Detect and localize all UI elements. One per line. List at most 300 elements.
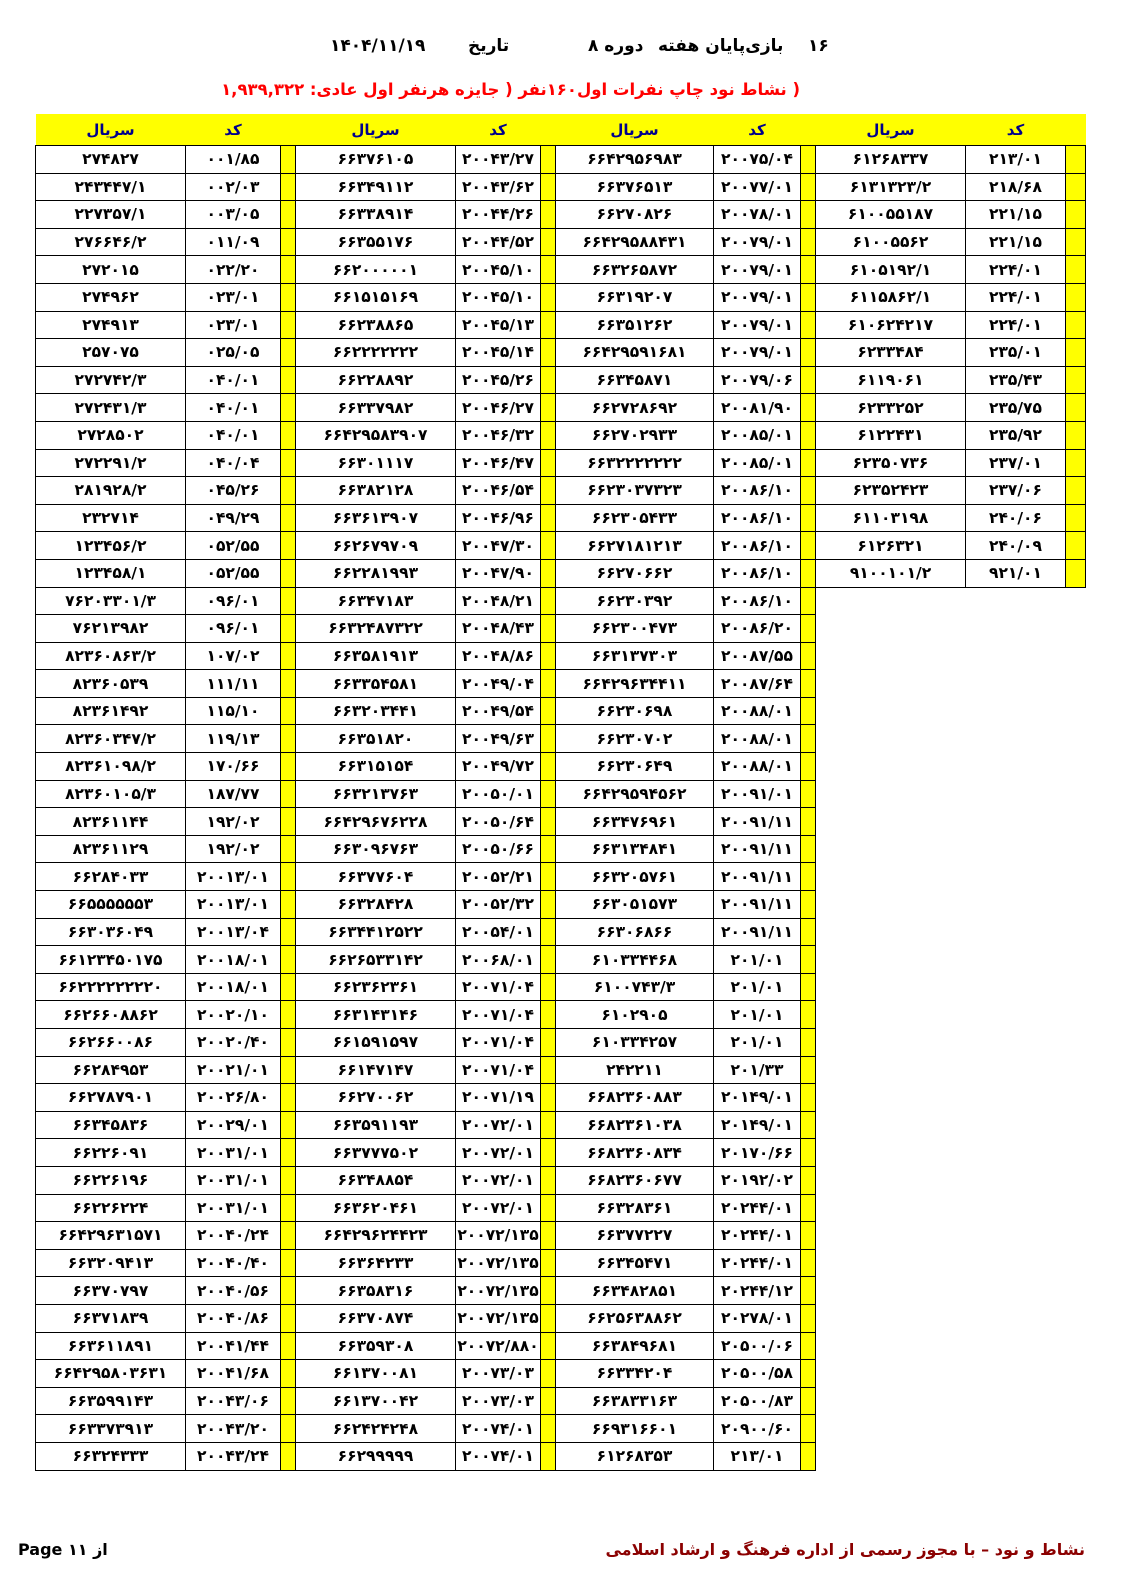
code-cell <box>966 1442 1066 1470</box>
separator-cell <box>1066 1001 1086 1029</box>
code-cell: ۲۰۰۷۲/۰۱ <box>456 1194 541 1222</box>
separator-cell <box>281 559 296 587</box>
serial-cell: ۶۲۳۳۲۵۲ <box>816 394 966 422</box>
table-row <box>36 1360 1086 1388</box>
table-row <box>36 1194 1086 1222</box>
serial-cell: ۶۶۳۷۱۸۳۹ <box>36 1304 186 1332</box>
code-cell: ۲۰۰۷۲/۱۳۵ <box>456 1277 541 1305</box>
serial-cell: ۸۲۳۶۰۱۰۵/۳ <box>36 780 186 808</box>
serial-cell: ۶۶۳۴۹۱۱۲ <box>296 173 456 201</box>
separator-cell <box>801 973 816 1001</box>
serial-cell: ۶۶۳۸۲۱۲۸ <box>296 477 456 505</box>
separator-cell <box>801 366 816 394</box>
separator-cell <box>801 1084 816 1112</box>
code-cell: ۱۹۲/۰۲ <box>186 808 281 836</box>
serial-cell: ۶۶۳۴۵۸۳۶ <box>36 1111 186 1139</box>
date-value: ۱۴۰۴/۱۱/۱۹ <box>330 36 426 56</box>
table-row <box>36 725 1086 753</box>
separator-cell <box>801 559 816 587</box>
serial-cell: ۶۶۲۵۶۳۸۸۶۲ <box>556 1304 714 1332</box>
serial-cell: ۶۶۲۳۰۶۹۸ <box>556 697 714 725</box>
separator-cell <box>1066 283 1086 311</box>
serial-cell: ۲۷۴۸۲۷ <box>36 146 186 174</box>
serial-cell: ۶۶۳۱۵۱۵۴ <box>296 753 456 781</box>
separator-header-cell <box>541 114 556 146</box>
serial-cell <box>816 1442 966 1470</box>
separator-header-cell <box>801 114 816 146</box>
code-cell: ۲۳۵/۷۵ <box>966 394 1066 422</box>
separator-cell <box>1066 449 1086 477</box>
code-cell <box>966 1084 1066 1112</box>
serial-cell: ۶۶۲۷۰۶۶۲ <box>556 559 714 587</box>
separator-cell <box>281 615 296 643</box>
code-cell: ۲۱۳/۰۱ <box>966 146 1066 174</box>
separator-cell <box>541 1222 556 1250</box>
code-cell: ۲۰۰۴۱/۶۸ <box>186 1360 281 1388</box>
serial-cell: ۶۶۳۷۷۷۵۰۲ <box>296 1139 456 1167</box>
serial-cell: ۶۶۲۶۷۹۷۰۹ <box>296 532 456 560</box>
code-cell: ۲۰۲۴۴/۰۱ <box>714 1194 801 1222</box>
table-row <box>36 311 1086 339</box>
serial-cell <box>816 1222 966 1250</box>
code-cell: ۲۰۲۷۸/۰۱ <box>714 1304 801 1332</box>
serial-cell: ۶۶۳۳۷۳۹۱۳ <box>36 1415 186 1443</box>
serial-cell <box>816 1111 966 1139</box>
code-cell: ۲۰۵۰۰/۵۸ <box>714 1360 801 1388</box>
code-cell: ۲۰۰۵۴/۰۱ <box>456 918 541 946</box>
separator-cell <box>541 946 556 974</box>
serial-cell: ۹۱۰۰۱۰۱/۲ <box>816 559 966 587</box>
code-cell: ۲۰۰۲۹/۰۱ <box>186 1111 281 1139</box>
table-row <box>36 918 1086 946</box>
separator-cell <box>1066 835 1086 863</box>
table-row <box>36 1111 1086 1139</box>
code-cell <box>966 753 1066 781</box>
serial-cell: ۶۶۳۷۰۸۷۴ <box>296 1304 456 1332</box>
separator-cell <box>801 587 816 615</box>
code-cell: ۲۰۰۷۹/۰۱ <box>714 311 801 339</box>
code-cell <box>966 697 1066 725</box>
serial-cell: ۲۷۲۷۴۲/۳ <box>36 366 186 394</box>
table-row <box>36 228 1086 256</box>
separator-cell <box>801 780 816 808</box>
code-cell: ۲۰۰۴۹/۵۴ <box>456 697 541 725</box>
code-cell: ۹۲۱/۰۱ <box>966 559 1066 587</box>
serial-cell: ۶۱۲۶۸۳۳۷ <box>816 146 966 174</box>
serial-cell: ۶۶۴۲۹۵۹۴۵۶۲ <box>556 780 714 808</box>
code-cell: ۲۰۰۲۰/۴۰ <box>186 1029 281 1057</box>
separator-cell <box>541 532 556 560</box>
code-cell <box>966 808 1066 836</box>
serial-cell: ۶۶۸۲۳۶۰۸۸۳ <box>556 1084 714 1112</box>
code-cell: ۲۰۰۸۶/۱۰ <box>714 504 801 532</box>
separator-cell <box>801 753 816 781</box>
code-cell: ۰۴۰/۰۱ <box>186 421 281 449</box>
code-cell: ۰۴۹/۲۹ <box>186 504 281 532</box>
serial-cell: ۶۶۱۲۳۴۵۰۱۷۵ <box>36 946 186 974</box>
separator-cell <box>801 283 816 311</box>
code-cell: ۲۰۰۷۹/۰۱ <box>714 339 801 367</box>
table-row <box>36 946 1086 974</box>
table-row <box>36 532 1086 560</box>
code-cell: ۲۳۵/۹۲ <box>966 421 1066 449</box>
serial-cell: ۶۶۲۷۱۸۱۲۱۳ <box>556 532 714 560</box>
results-table <box>35 114 1086 1471</box>
separator-cell <box>541 1111 556 1139</box>
code-cell: ۲۰۰۴۳/۲۴ <box>186 1442 281 1470</box>
table-row <box>36 1056 1086 1084</box>
serial-cell <box>816 1415 966 1443</box>
code-cell: ۲۰۰۵۲/۳۲ <box>456 891 541 919</box>
separator-cell <box>1066 780 1086 808</box>
code-cell: ۲۰۰۵۰/۶۴ <box>456 808 541 836</box>
separator-cell <box>1066 477 1086 505</box>
code-cell <box>966 918 1066 946</box>
serial-cell: ۶۱۰۵۱۹۲/۱ <box>816 256 966 284</box>
serial-cell: ۶۶۳۱۴۳۱۴۶ <box>296 1001 456 1029</box>
serial-cell: ۶۶۳۰۶۸۶۶ <box>556 918 714 946</box>
serial-cell: ۶۱۱۵۸۶۲/۱ <box>816 283 966 311</box>
separator-cell <box>281 725 296 753</box>
code-cell: ۲۰۱/۰۱ <box>714 946 801 974</box>
separator-cell <box>541 366 556 394</box>
code-cell: ۲۰۰۸۶/۱۰ <box>714 532 801 560</box>
table-row <box>36 339 1086 367</box>
serial-cell: ۶۶۳۴۷۶۹۶۱ <box>556 808 714 836</box>
separator-cell <box>801 1222 816 1250</box>
serial-cell: ۶۶۳۸۴۹۶۸۱ <box>556 1332 714 1360</box>
code-cell: ۲۰۰۱۸/۰۱ <box>186 973 281 1001</box>
serial-cell: ۶۶۴۲۹۵۶۹۸۳ <box>556 146 714 174</box>
separator-cell <box>281 973 296 1001</box>
serial-cell: ۶۶۱۴۷۱۴۷ <box>296 1056 456 1084</box>
serial-cell: ۶۶۳۶۱۳۹۰۷ <box>296 504 456 532</box>
separator-cell <box>1066 697 1086 725</box>
serial-cell: ۶۶۲۲۸۸۹۲ <box>296 366 456 394</box>
separator-cell <box>541 339 556 367</box>
serial-cell: ۶۶۳۶۴۲۳۳ <box>296 1249 456 1277</box>
code-cell: ۲۰۰۹۱/۱۱ <box>714 891 801 919</box>
serial-cell: ۶۶۳۵۱۲۶۲ <box>556 311 714 339</box>
code-cell: ۲۳۷/۰۶ <box>966 477 1066 505</box>
footer-license-text: نشاط و نود – با مجوز رسمی از اداره فرهنگ و ارشاد اسلامی <box>605 1540 1085 1559</box>
separator-cell <box>281 1222 296 1250</box>
serial-cell: ۶۶۱۳۷۰۰۴۲ <box>296 1387 456 1415</box>
separator-cell <box>801 228 816 256</box>
code-cell: ۲۲۴/۰۱ <box>966 256 1066 284</box>
code-cell: ۲۰۰۹۱/۰۱ <box>714 780 801 808</box>
separator-cell <box>541 228 556 256</box>
date-label: تاریخ <box>468 36 510 56</box>
code-cell: ۲۰۰۷۲/۰۱ <box>456 1111 541 1139</box>
table-row <box>36 1029 1086 1057</box>
serial-cell <box>816 780 966 808</box>
separator-cell <box>1066 946 1086 974</box>
code-cell <box>966 1166 1066 1194</box>
code-cell <box>966 973 1066 1001</box>
separator-cell <box>281 283 296 311</box>
serial-cell: ۶۱۰۳۳۴۴۶۸ <box>556 946 714 974</box>
page-title: بازی‌پایان هفته <box>658 36 784 56</box>
code-cell: ۲۰۰۴۹/۷۲ <box>456 753 541 781</box>
serial-cell: ۶۶۹۳۱۶۶۰۱ <box>556 1415 714 1443</box>
code-cell: ۲۰۰۴۴/۲۶ <box>456 201 541 229</box>
serial-cell <box>816 587 966 615</box>
code-cell: ۲۰۹۰۰/۶۰ <box>714 1415 801 1443</box>
code-cell <box>966 1111 1066 1139</box>
serial-cell: ۶۶۲۴۲۴۲۴۸ <box>296 1415 456 1443</box>
code-cell: ۲۰۰۲۱/۰۱ <box>186 1056 281 1084</box>
code-cell: ۲۰۰۷۲/۰۱ <box>456 1166 541 1194</box>
separator-cell <box>1066 1249 1086 1277</box>
separator-cell <box>1066 1084 1086 1112</box>
code-cell <box>966 642 1066 670</box>
serial-cell: ۶۱۱۹۰۶۱ <box>816 366 966 394</box>
serial-cell <box>816 1277 966 1305</box>
serial-cell <box>816 1139 966 1167</box>
serial-cell: ۶۶۲۳۰۷۰۲ <box>556 725 714 753</box>
serial-cell <box>816 725 966 753</box>
code-cell <box>966 587 1066 615</box>
code-cell <box>966 1415 1066 1443</box>
code-cell: ۲۰۰۴۳/۰۶ <box>186 1387 281 1415</box>
code-cell: ۲۰۰۴۶/۵۴ <box>456 477 541 505</box>
code-cell: ۰۰۳/۰۵ <box>186 201 281 229</box>
serial-cell <box>816 1360 966 1388</box>
code-cell: ۲۰۰۷۱/۰۴ <box>456 973 541 1001</box>
table-row <box>36 615 1086 643</box>
separator-cell <box>1066 1360 1086 1388</box>
code-cell: ۲۰۰۶۸/۰۱ <box>456 946 541 974</box>
code-cell: ۲۰۰۴۷/۳۰ <box>456 532 541 560</box>
separator-cell <box>1066 228 1086 256</box>
separator-cell <box>541 973 556 1001</box>
separator-cell <box>541 780 556 808</box>
serial-cell <box>816 753 966 781</box>
separator-cell <box>1066 339 1086 367</box>
separator-cell <box>1066 1442 1086 1470</box>
separator-cell <box>281 1415 296 1443</box>
separator-cell <box>281 173 296 201</box>
serial-cell: ۸۲۳۶۱۱۲۹ <box>36 835 186 863</box>
serial-cell <box>816 1332 966 1360</box>
code-cell: ۲۰۰۷۹/۰۶ <box>714 366 801 394</box>
separator-cell <box>1066 256 1086 284</box>
separator-cell <box>281 449 296 477</box>
code-cell: ۲۰۰۵۰/۰۱ <box>456 780 541 808</box>
code-cell <box>966 1029 1066 1057</box>
results-table-body <box>36 146 1086 1471</box>
code-cell: ۰۴۵/۲۶ <box>186 477 281 505</box>
code-cell: ۲۰۰۴۶/۲۷ <box>456 394 541 422</box>
serial-cell: ۶۶۳۴۵۸۷۱ <box>556 366 714 394</box>
serial-cell <box>816 808 966 836</box>
separator-cell <box>801 477 816 505</box>
code-cell: ۰۲۵/۰۵ <box>186 339 281 367</box>
serial-cell: ۶۱۲۶۸۳۵۳ <box>556 1442 714 1470</box>
separator-cell <box>1066 1277 1086 1305</box>
code-cell: ۲۰۱۹۲/۰۲ <box>714 1166 801 1194</box>
serial-cell: ۶۶۳۷۶۱۰۵ <box>296 146 456 174</box>
table-row <box>36 753 1086 781</box>
code-cell: ۰۲۲/۲۰ <box>186 256 281 284</box>
code-cell: ۲۰۰۹۱/۱۱ <box>714 918 801 946</box>
separator-cell <box>1066 559 1086 587</box>
serial-cell: ۶۶۸۲۳۶۰۶۷۷ <box>556 1166 714 1194</box>
separator-cell <box>801 1304 816 1332</box>
code-cell: ۲۲۱/۱۵ <box>966 201 1066 229</box>
code-cell: ۲۰۰۴۰/۴۰ <box>186 1249 281 1277</box>
table-row <box>36 670 1086 698</box>
separator-cell <box>801 1029 816 1057</box>
code-cell: ۲۰۰۴۳/۲۰ <box>186 1415 281 1443</box>
code-cell: ۲۰۲۴۴/۰۱ <box>714 1249 801 1277</box>
code-cell: ۲۰۰۷۱/۱۹ <box>456 1084 541 1112</box>
serial-cell: ۶۶۲۳۶۲۳۶۱ <box>296 973 456 1001</box>
separator-cell <box>541 891 556 919</box>
serial-cell: ۲۷۴۹۶۲ <box>36 283 186 311</box>
separator-cell <box>541 1360 556 1388</box>
table-row <box>36 1139 1086 1167</box>
serial-cell: ۲۸۱۹۲۸/۲ <box>36 477 186 505</box>
serial-cell: ۶۶۳۲۸۴۲۸ <box>296 891 456 919</box>
separator-cell <box>281 532 296 560</box>
serial-cell: ۸۲۳۶۰۵۳۹ <box>36 670 186 698</box>
separator-cell <box>281 228 296 256</box>
serial-cell <box>816 1166 966 1194</box>
separator-cell <box>801 946 816 974</box>
code-cell: ۲۰۰۳۱/۰۱ <box>186 1194 281 1222</box>
separator-cell <box>801 532 816 560</box>
code-cell: ۲۱۸/۶۸ <box>966 173 1066 201</box>
separator-cell <box>801 1277 816 1305</box>
separator-cell <box>541 1442 556 1470</box>
serial-cell: ۲۴۳۴۴۷/۱ <box>36 173 186 201</box>
separator-cell <box>801 1001 816 1029</box>
code-cell: ۲۰۰۴۶/۹۶ <box>456 504 541 532</box>
code-cell: ۲۰۰۴۳/۲۷ <box>456 146 541 174</box>
separator-cell <box>801 1166 816 1194</box>
table-row <box>36 642 1086 670</box>
separator-cell <box>541 1249 556 1277</box>
code-cell: ۲۰۰۸۶/۱۰ <box>714 587 801 615</box>
serial-cell <box>816 1084 966 1112</box>
separator-cell <box>541 201 556 229</box>
table-row <box>36 835 1086 863</box>
serial-header-cell: سریال <box>296 114 456 146</box>
separator-cell <box>1066 587 1086 615</box>
code-cell <box>966 863 1066 891</box>
code-cell: ۲۰۲۴۴/۰۱ <box>714 1222 801 1250</box>
serial-cell <box>816 946 966 974</box>
table-row <box>36 449 1086 477</box>
serial-cell: ۶۱۰۰۵۵۶۲ <box>816 228 966 256</box>
code-cell: ۲۰۰۷۲/۸۸۰ <box>456 1332 541 1360</box>
serial-header-cell: سریال <box>816 114 966 146</box>
code-cell: ۲۰۰۴۵/۱۰ <box>456 256 541 284</box>
serial-cell: ۶۶۳۲۰۵۷۶۱ <box>556 863 714 891</box>
separator-cell <box>281 1360 296 1388</box>
code-cell: ۲۰۰۱۸/۰۱ <box>186 946 281 974</box>
code-cell: ۱۱۹/۱۳ <box>186 725 281 753</box>
separator-cell <box>1066 1139 1086 1167</box>
code-cell: ۲۰۰۹۱/۱۱ <box>714 863 801 891</box>
separator-cell <box>281 1387 296 1415</box>
separator-cell <box>1066 146 1086 174</box>
code-cell: ۲۰۱۴۹/۰۱ <box>714 1111 801 1139</box>
separator-cell <box>1066 1111 1086 1139</box>
separator-cell <box>281 504 296 532</box>
separator-cell <box>281 339 296 367</box>
serial-cell: ۶۶۴۲۹۵۹۱۶۸۱ <box>556 339 714 367</box>
code-cell: ۱۷۰/۶۶ <box>186 753 281 781</box>
separator-cell <box>281 311 296 339</box>
separator-cell <box>541 1304 556 1332</box>
serial-cell: ۲۲۷۳۵۷/۱ <box>36 201 186 229</box>
code-cell: ۲۰۰۸۸/۰۱ <box>714 697 801 725</box>
serial-cell: ۶۶۳۵۹۹۱۴۳ <box>36 1387 186 1415</box>
separator-cell <box>801 504 816 532</box>
table-row <box>36 477 1086 505</box>
code-cell: ۲۰۰۴۰/۸۶ <box>186 1304 281 1332</box>
code-cell: ۲۰۰۷۷/۰۱ <box>714 173 801 201</box>
separator-cell <box>1066 615 1086 643</box>
code-cell <box>966 1360 1066 1388</box>
code-cell: ۲۰۰۷۹/۰۱ <box>714 256 801 284</box>
separator-cell <box>801 835 816 863</box>
separator-cell <box>281 421 296 449</box>
table-row <box>36 1415 1086 1443</box>
separator-cell <box>541 1332 556 1360</box>
separator-cell <box>541 311 556 339</box>
code-cell: ۲۰۰۴۶/۳۲ <box>456 421 541 449</box>
separator-cell <box>1066 1056 1086 1084</box>
serial-cell: ۶۶۳۵۸۱۹۱۳ <box>296 642 456 670</box>
table-row <box>36 394 1086 422</box>
separator-cell <box>541 1415 556 1443</box>
serial-cell: ۶۶۳۱۹۲۰۷ <box>556 283 714 311</box>
separator-cell <box>541 808 556 836</box>
serial-cell: ۶۶۸۲۳۶۱۰۳۸ <box>556 1111 714 1139</box>
serial-cell: ۶۶۲۳۸۸۶۵ <box>296 311 456 339</box>
serial-cell: ۶۶۳۰۵۱۵۷۳ <box>556 891 714 919</box>
separator-cell <box>801 1111 816 1139</box>
table-row <box>36 1442 1086 1470</box>
code-cell: ۲۰۰۴۰/۵۶ <box>186 1277 281 1305</box>
code-cell: ۲۰۰۴۱/۴۴ <box>186 1332 281 1360</box>
table-row <box>36 1249 1086 1277</box>
code-cell: ۲۲۴/۰۱ <box>966 283 1066 311</box>
serial-cell: ۶۶۲۳۰۳۹۲ <box>556 587 714 615</box>
serial-cell: ۶۶۱۵۱۵۱۶۹ <box>296 283 456 311</box>
serial-cell <box>816 1056 966 1084</box>
separator-cell <box>1066 201 1086 229</box>
separator-cell <box>1066 918 1086 946</box>
code-cell: ۲۰۰۸۷/۵۵ <box>714 642 801 670</box>
separator-cell <box>541 1029 556 1057</box>
serial-cell <box>816 863 966 891</box>
table-row <box>36 201 1086 229</box>
separator-cell <box>541 1056 556 1084</box>
serial-cell: ۶۱۰۶۲۴۲۱۷ <box>816 311 966 339</box>
code-cell: ۲۰۰۸۷/۶۴ <box>714 670 801 698</box>
code-cell: ۲۰۵۰۰/۰۶ <box>714 1332 801 1360</box>
separator-cell <box>281 477 296 505</box>
serial-cell <box>816 973 966 1001</box>
serial-cell: ۶۶۴۲۹۵۸۳۹۰۷ <box>296 421 456 449</box>
serial-cell: ۲۳۲۷۱۴ <box>36 504 186 532</box>
separator-cell <box>801 725 816 753</box>
